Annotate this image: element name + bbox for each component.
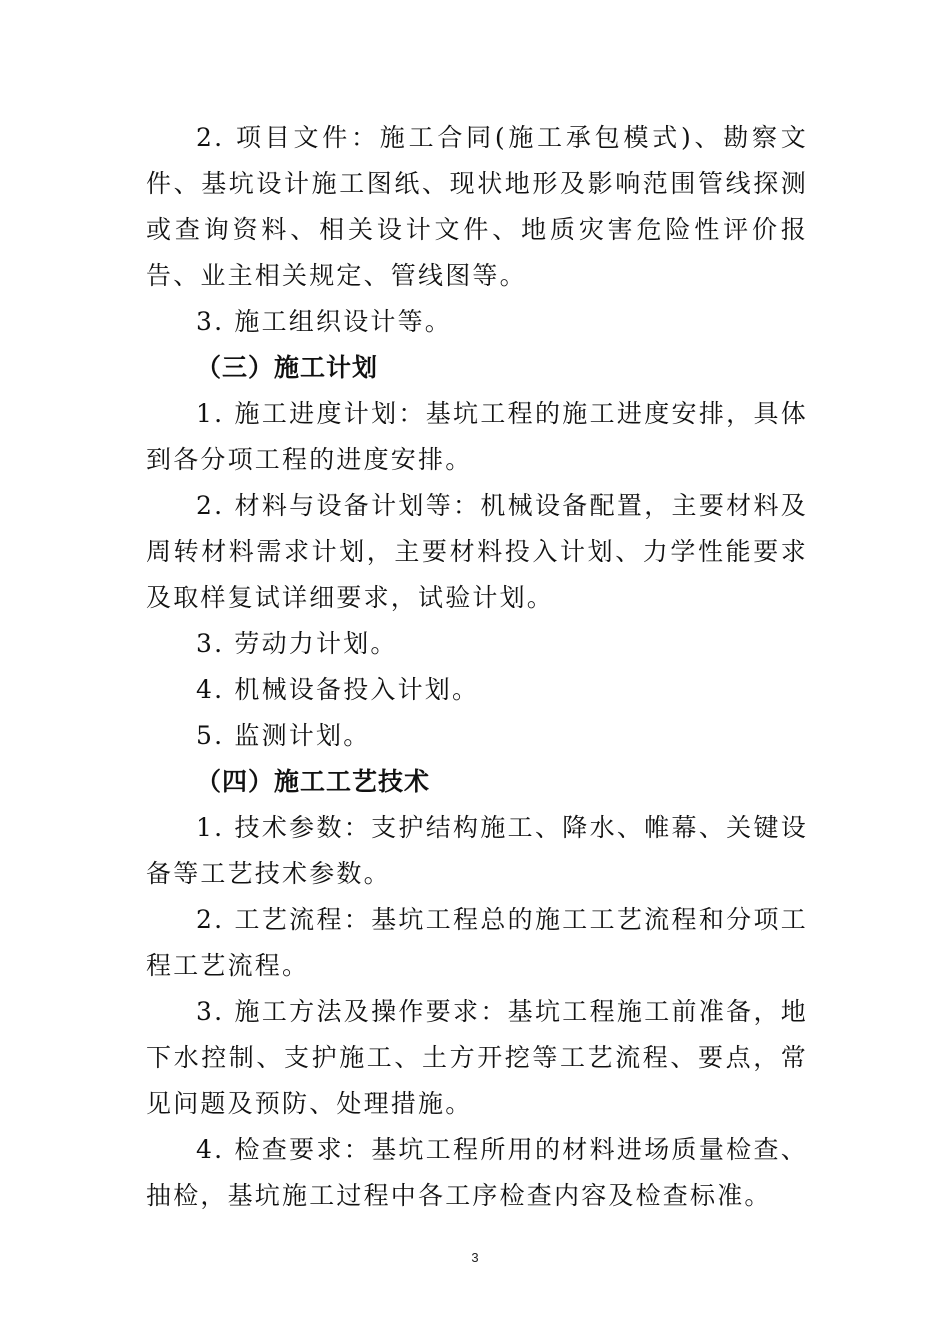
- section-heading-process-technology: （四）施工工艺技术: [196, 767, 431, 796]
- list-item-material-equipment-plan: 2. 材料与设备计划等：机械设备配置，主要材料及周转材料需求计划，主要材料投入计划、力学性能要求及取样复试详细要求，试验计划。: [146, 491, 808, 612]
- list-item-inspection-requirements: 4. 检查要求：基坑工程所用的材料进场质量检查、抽检，基坑施工过程中各工序检查内容及检查标准。: [146, 1135, 808, 1210]
- paragraph-construction-design: 3. 施工组织设计等。: [196, 307, 452, 336]
- list-item-machinery-plan: 4. 机械设备投入计划。: [196, 675, 480, 704]
- list-item-schedule-plan: 1. 施工进度计划：基坑工程的施工进度安排，具体到各分项工程的进度安排。: [146, 399, 808, 474]
- list-item-construction-methods: 3. 施工方法及操作要求：基坑工程施工前准备，地下水控制、支护施工、土方开挖等工艺流程、要点，常见问题及预防、处理措施。: [146, 997, 808, 1118]
- list-item-process-flow: 2. 工艺流程：基坑工程总的施工工艺流程和分项工程工艺流程。: [146, 905, 808, 980]
- list-item-technical-parameters: 1. 技术参数：支护结构施工、降水、帷幕、关键设备等工艺技术参数。: [146, 813, 808, 888]
- paragraph-project-files: 2. 项目文件：施工合同(施工承包模式)、勘察文件、基坑设计施工图纸、现状地形及影响范围管线探测或查询资料、相关设计文件、地质灾害危险性评价报告、业主相关规定、管线图等。: [146, 123, 808, 290]
- section-heading-construction-plan: （三）施工计划: [196, 353, 379, 382]
- list-item-labor-plan: 3. 劳动力计划。: [196, 629, 398, 658]
- page-number: 3: [471, 1250, 479, 1265]
- list-item-monitoring-plan: 5. 监测计划。: [196, 721, 371, 750]
